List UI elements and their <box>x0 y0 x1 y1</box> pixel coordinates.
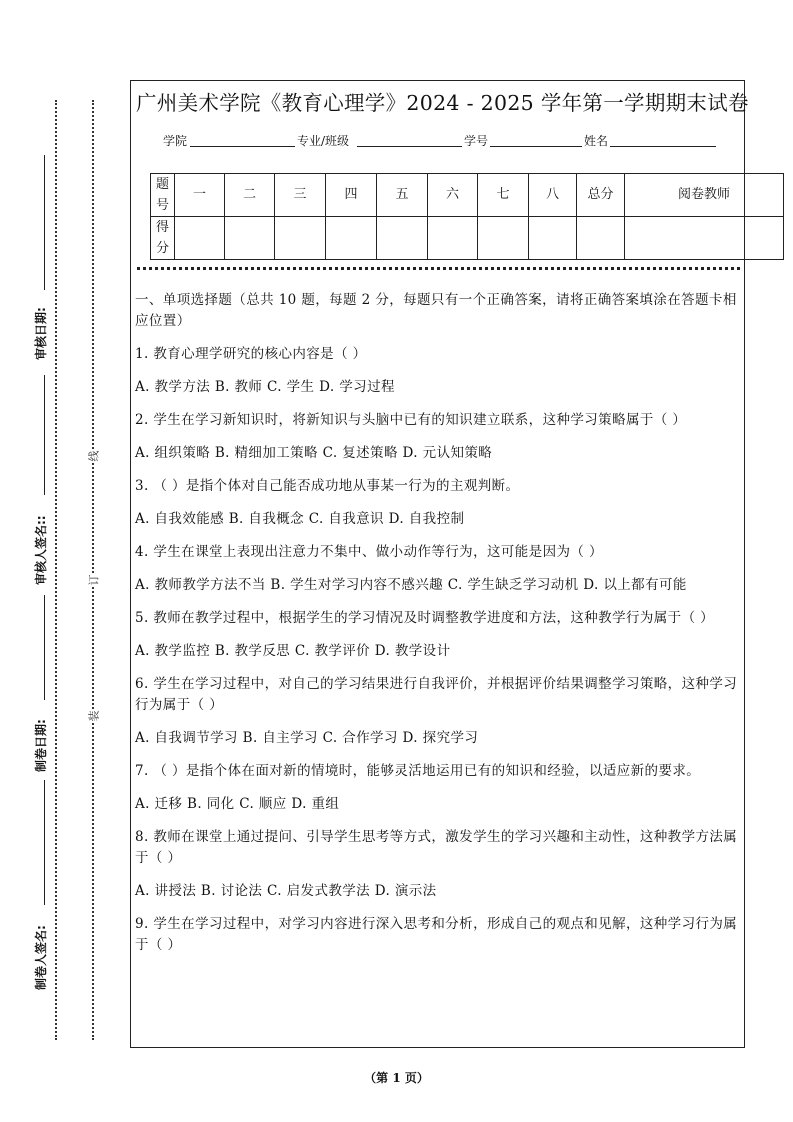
score-cell[interactable] <box>428 217 478 260</box>
table-header-cell: 五 <box>377 174 428 217</box>
table-header-cell: 总分 <box>577 174 625 217</box>
score-cell[interactable] <box>225 217 275 260</box>
score-cell[interactable] <box>478 217 529 260</box>
question-text: 4. 学生在课堂上表现出注意力不集中、做小动作等行为，这可能是因为（ ） <box>135 544 603 560</box>
separator-dotted-line <box>137 267 740 270</box>
question-text: 1. 教育心理学研究的核心内容是（ ） <box>135 346 367 362</box>
table-header-cell: 题号 <box>151 174 175 217</box>
review-date-line <box>44 155 45 290</box>
table-header-cell: 阅卷教师 <box>625 174 784 217</box>
section-heading: 一、单项选择题（总共 10 题，每题 2 分，每题只有一个正确答案，请将正确答案填涂在答题卡相应位置） <box>135 292 737 329</box>
answer-options: A. 迁移 B. 同化 C. 顺应 D. 重组 <box>135 796 340 812</box>
table-header-cell: 七 <box>478 174 529 217</box>
id-label: 学号 <box>464 134 489 148</box>
maker-sign-label: 制卷人签名: <box>34 925 48 990</box>
score-cell[interactable] <box>377 217 428 260</box>
table-header-cell: 八 <box>529 174 577 217</box>
binding-mark-line: 线 <box>87 450 101 462</box>
answer-options: A. 自我调节学习 B. 自主学习 C. 合作学习 D. 探究学习 <box>135 730 479 746</box>
answer-options: A. 教学监控 B. 教学反思 C. 教学评价 D. 教学设计 <box>135 643 451 659</box>
table-header-cell: 得分 <box>151 217 175 260</box>
table-header-cell: 一 <box>175 174 225 217</box>
binding-dotted-line-inner <box>92 100 94 1040</box>
major-label: 专业/班级 <box>297 134 350 148</box>
major-field[interactable] <box>357 146 462 147</box>
question-text: 8. 教师在课堂上通过提问、引导学生思考等方式，激发学生的学习兴趣和主动性，这种教学方法属于（ ） <box>135 829 738 866</box>
answer-options: A. 自我效能感 B. 自我概念 C. 自我意识 D. 自我控制 <box>135 511 465 527</box>
question-text: 2. 学生在学习新知识时，将新知识与头脑中已有的知识建立联系，这种学习策略属于（ ） <box>135 412 687 428</box>
question-body <box>135 290 740 968</box>
answer-options: A. 组织策略 B. 精细加工策略 C. 复述策略 D. 元认知策略 <box>135 445 493 461</box>
table-header-cell: 二 <box>225 174 275 217</box>
id-field[interactable] <box>490 146 582 147</box>
table-row <box>151 174 784 217</box>
reviewer-sign-line <box>44 375 45 495</box>
name-field[interactable] <box>610 146 716 147</box>
page-number: （第 1 页） <box>364 1071 429 1085</box>
reviewer-sign-label: 审核人签名:: <box>34 515 48 585</box>
score-cell[interactable] <box>326 217 377 260</box>
table-header-cell: 六 <box>428 174 478 217</box>
binding-dotted-line-outer <box>55 100 57 1040</box>
answer-options: A. 教学方法 B. 教师 C. 学生 D. 学习过程 <box>135 379 395 395</box>
answer-options: A. 讲授法 B. 讨论法 C. 启发式教学法 D. 演示法 <box>135 883 437 899</box>
question-text: 9. 学生在学习过程中，对学习内容进行深入思考和分析，形成自己的观点和见解，这种学习行为属于（ ） <box>135 916 738 953</box>
score-cell[interactable] <box>625 217 784 260</box>
answer-options: A. 教师教学方法不当 B. 学生对学习内容不感兴趣 C. 学生缺乏学习动机 D. 以上都有可能 <box>135 577 687 593</box>
binding-mark-ding: 订 <box>87 574 101 586</box>
maker-sign-line <box>44 780 45 905</box>
score-table <box>150 173 784 260</box>
question-text: 6. 学生在学习过程中，对自己的学习结果进行自我评价，并根据评价结果调整学习策略，这种学习行为属于（ ） <box>135 676 738 713</box>
score-cell[interactable] <box>175 217 225 260</box>
question-text: 5. 教师在教学过程中，根据学生的学习情况及时调整教学进度和方法，这种教学行为属于（ ） <box>135 610 715 626</box>
table-row <box>151 217 784 260</box>
score-cell[interactable] <box>275 217 326 260</box>
name-label: 姓名 <box>584 134 609 148</box>
make-date-label: 制卷日期: <box>34 719 48 772</box>
make-date-line <box>44 595 45 700</box>
binding-mark-zhuang: 装 <box>87 710 101 722</box>
exam-title: 广州美术学院《教育心理学》2024 - 2025 学年第一学期期末试卷 <box>136 91 749 115</box>
college-label: 学院 <box>163 134 188 148</box>
college-field[interactable] <box>190 146 295 147</box>
review-date-label: 审核日期: <box>34 307 48 360</box>
table-header-cell: 四 <box>326 174 377 217</box>
score-cell[interactable] <box>577 217 625 260</box>
question-text: 3. （ ）是指个体对自己能否成功地从事某一行为的主观判断。 <box>135 478 520 494</box>
question-text: 7. （ ）是指个体在面对新的情境时，能够灵活地运用已有的知识和经验，以适应新的要求。 <box>135 763 701 779</box>
table-header-cell: 三 <box>275 174 326 217</box>
score-cell[interactable] <box>529 217 577 260</box>
